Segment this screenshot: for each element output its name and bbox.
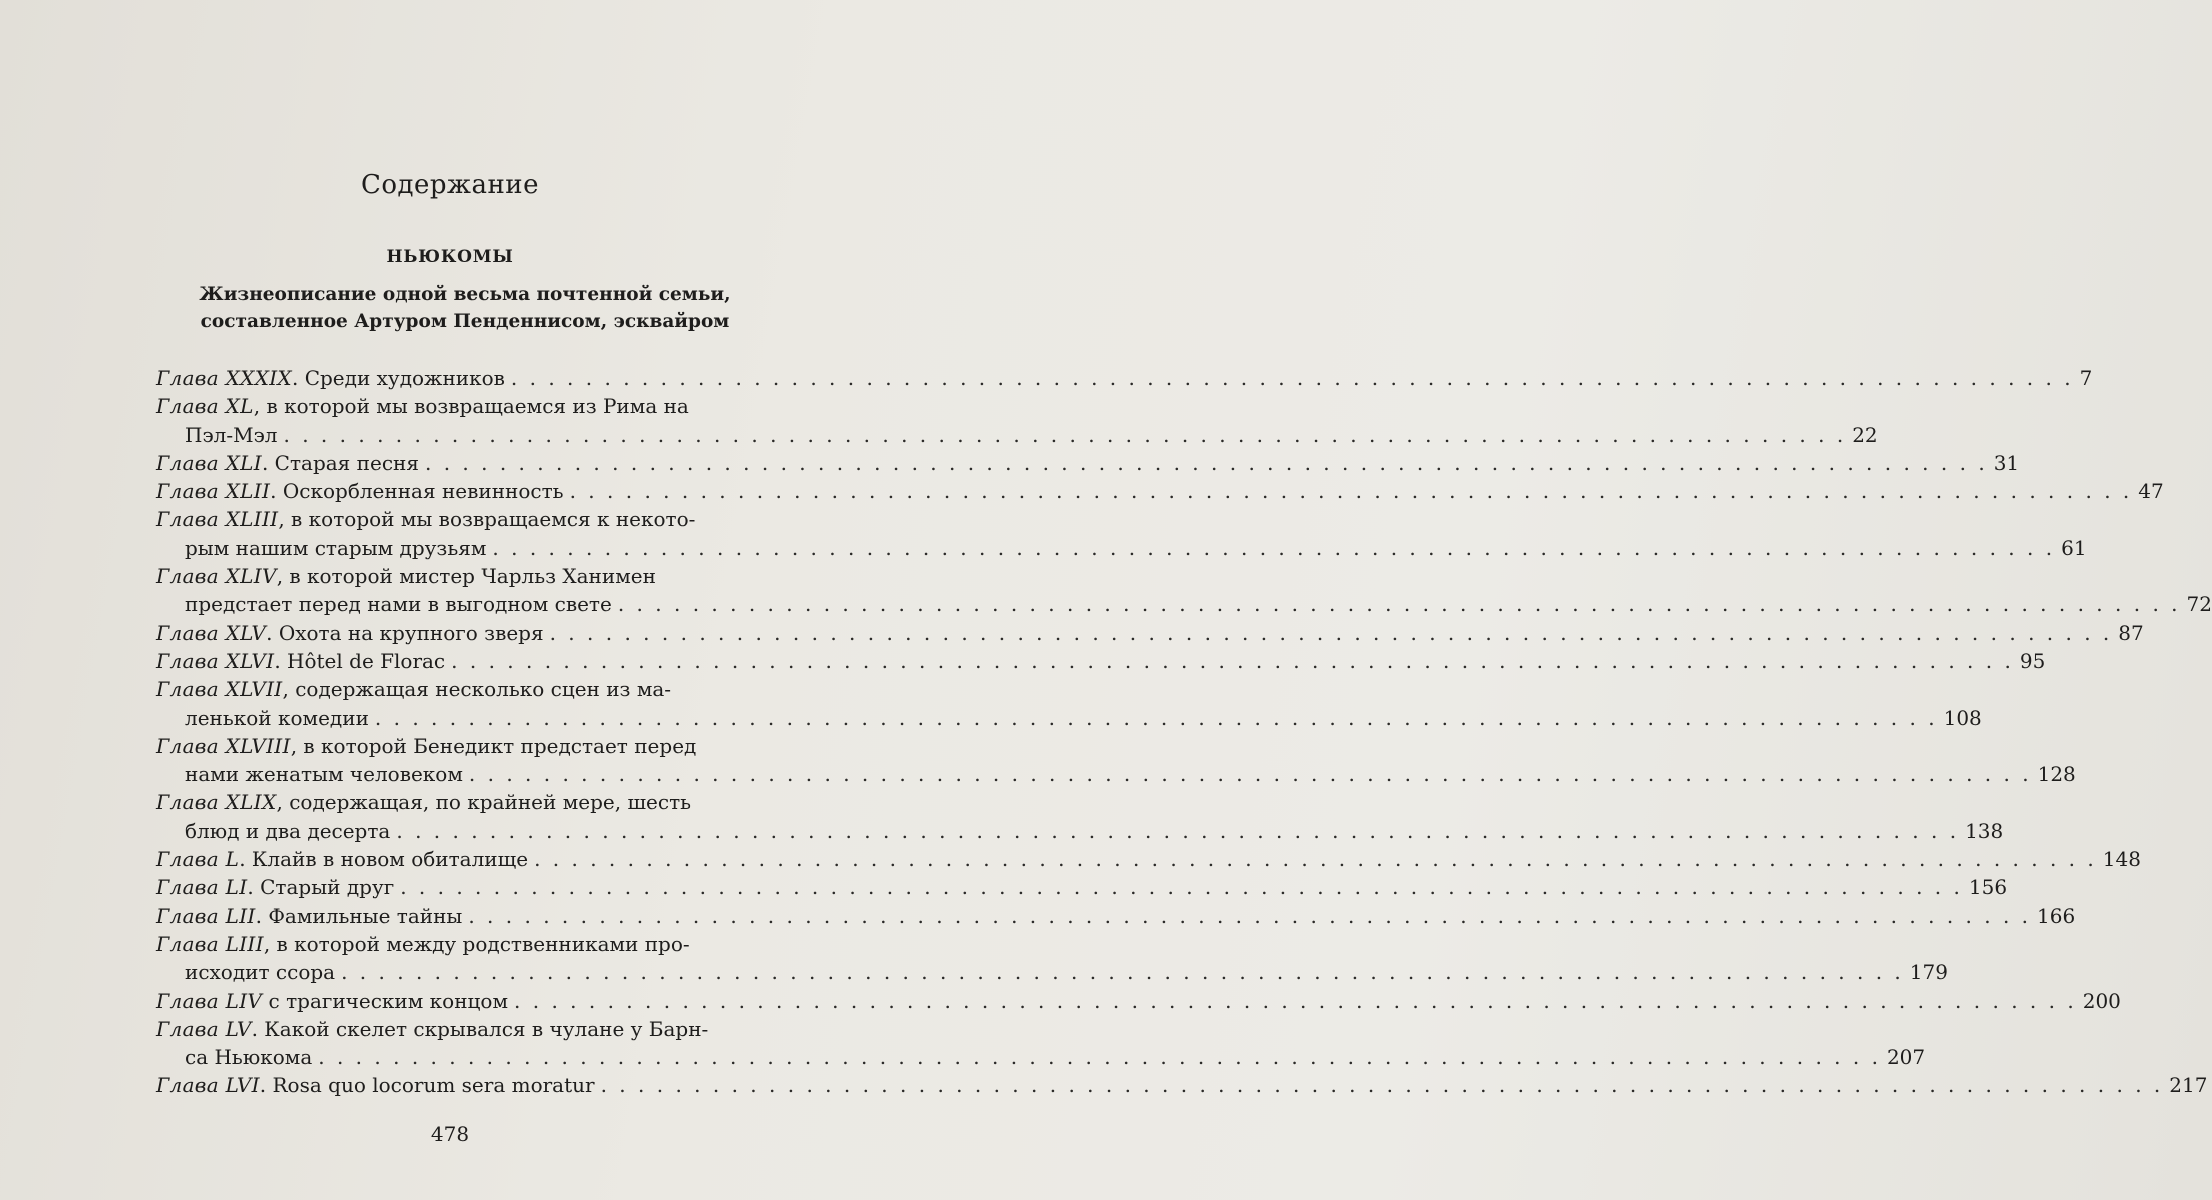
chapter-label: Глава XL <box>156 394 254 419</box>
chapter-label: Глава XLIX <box>156 790 277 815</box>
dot-leader <box>468 902 2031 930</box>
chapter-label: Глава XLIV <box>156 564 277 589</box>
dot-leader <box>514 987 2077 1015</box>
dot-leader <box>511 364 2074 392</box>
entry-page-number: 200 <box>2082 988 2121 1013</box>
chapter-title-continued: исходит ссора <box>185 960 336 985</box>
toc-entry <box>150 845 2141 873</box>
chapter-label: Глава XLVII <box>156 677 283 702</box>
toc-entry-line <box>150 1015 795 1043</box>
entry-page-number: 22 <box>1852 422 1878 447</box>
dot-leader <box>469 760 2032 788</box>
toc-entry-line <box>150 817 2004 845</box>
dot-leader <box>451 647 2014 675</box>
chapter-title: , в которой мы возвращаемся к некото- <box>278 507 696 532</box>
toc-entry-line <box>150 873 2008 901</box>
toc-entry <box>150 619 2144 647</box>
subtitle <box>170 281 760 335</box>
dot-leader <box>534 845 2097 873</box>
chapter-label: Глава LV <box>156 1016 252 1041</box>
chapter-label: Глава LVI <box>156 1073 260 1098</box>
page-number: 478 <box>430 1122 470 1146</box>
entry-page-number: 138 <box>1965 818 2004 843</box>
chapter-title: . Оскорбленная невинность <box>270 479 564 504</box>
toc-entry <box>150 505 2087 562</box>
toc-entry-line <box>150 364 2093 392</box>
chapter-label: Глава XLIII <box>156 507 279 532</box>
entry-page-number: 87 <box>2118 620 2144 645</box>
chapter-label: Глава XLI <box>156 450 262 475</box>
toc-entry-line <box>150 505 795 533</box>
toc-entry <box>150 873 2008 901</box>
dot-leader <box>341 958 1904 986</box>
chapter-title: , содержащая несколько сцен из ма- <box>282 677 672 702</box>
toc-entry <box>150 675 1982 732</box>
toc-entry <box>150 364 2093 392</box>
toc-entry-line <box>150 1071 2208 1099</box>
chapter-title-continued: блюд и два десерта <box>185 818 391 843</box>
entry-page-number: 61 <box>2061 535 2087 560</box>
dot-leader <box>318 1043 1881 1071</box>
toc-entry-line <box>150 845 2141 873</box>
dot-leader <box>375 704 1938 732</box>
chapter-label: Глава LIV <box>156 988 263 1013</box>
subtitle-line-1: Жизнеописание одной весьма почтенной семьи, <box>199 284 731 305</box>
entry-page-number: 72 <box>2186 592 2212 617</box>
toc-entry <box>150 562 2212 619</box>
toc-entry-line <box>150 958 1948 986</box>
toc-entry-line <box>150 675 795 703</box>
toc-entry-line <box>150 590 2212 618</box>
chapter-title: . Охота на крупного зверя <box>266 620 544 645</box>
toc-entry-line <box>150 732 795 760</box>
toc-entry-line <box>150 421 1878 449</box>
toc-entry <box>150 788 2004 845</box>
chapter-title: . Hôtel de Florac <box>274 648 446 673</box>
chapter-title: . Старая песня <box>261 450 419 475</box>
chapter-title: с трагическим концом <box>262 988 509 1013</box>
chapter-title-continued: Пэл-Мэл <box>185 422 278 447</box>
chapter-title: , содержащая, по крайней мере, шесть <box>276 790 692 815</box>
chapter-title-continued: са Ньюкома <box>185 1045 313 1070</box>
chapter-title: . Какой скелет скрывался в чулане у Барн- <box>251 1016 709 1041</box>
chapter-label: Глава LIII <box>156 931 264 956</box>
entry-page-number: 217 <box>2169 1073 2208 1098</box>
chapter-label: Глава LII <box>156 903 256 928</box>
dot-leader <box>601 1071 2164 1099</box>
entry-page-number: 166 <box>2037 903 2076 928</box>
chapter-title-continued: ленькой комедии <box>185 705 369 730</box>
toc-entry-line <box>150 902 2076 930</box>
chapter-label: Глава LI <box>156 875 248 900</box>
entry-page-number: 47 <box>2138 479 2164 504</box>
chapter-label: Глава XLVIII <box>156 733 291 758</box>
chapter-title: . Rosa quo locorum sera moratur <box>259 1073 595 1098</box>
toc-entry-line <box>150 449 2020 477</box>
chapter-title: , в которой между родственниками про- <box>263 931 690 956</box>
chapter-title: . Клайв в новом обиталище <box>239 847 529 872</box>
dot-leader <box>284 421 1847 449</box>
toc-entry-line <box>150 619 2144 647</box>
chapter-title: . Старый друг <box>247 875 395 900</box>
toc-entry <box>150 392 1878 449</box>
chapter-label: Глава L <box>156 847 240 872</box>
chapter-title: , в которой Бенедикт предстает перед <box>290 733 697 758</box>
dot-leader <box>570 477 2133 505</box>
toc-entry-line <box>150 704 1982 732</box>
toc-entry <box>150 902 2076 930</box>
toc-entry-line <box>150 760 2076 788</box>
toc-entry-line <box>150 930 795 958</box>
dot-leader <box>396 817 1959 845</box>
toc-entry-line <box>150 477 2164 505</box>
toc-entry <box>150 1015 1926 1072</box>
chapter-label: Глава XLVI <box>156 648 275 673</box>
entry-page-number: 7 <box>2079 366 2093 390</box>
chapter-title: , в которой мы возвращаемся из Рима на <box>253 394 689 419</box>
entry-page-number: 128 <box>2037 762 2076 787</box>
toc-entry <box>150 477 2164 505</box>
subtitle-line-2: составленное Артуром Пенденнисом, эсквайром <box>200 311 730 332</box>
entry-page-number: 31 <box>1993 450 2020 475</box>
entry-page-number: 148 <box>2102 847 2141 872</box>
chapter-title-continued: рым нашим старым друзьям <box>185 535 487 560</box>
chapter-title: . Фамильные тайны <box>255 903 463 928</box>
entry-page-number: 108 <box>1943 705 1982 730</box>
entry-page-number: 179 <box>1909 960 1948 985</box>
chapter-label: Глава XXXIX <box>156 366 292 390</box>
chapter-label: Глава XLII <box>156 479 271 504</box>
table-of-contents <box>150 364 2212 1100</box>
dot-leader <box>618 590 2181 618</box>
part-title: НЬЮКОМЫ <box>386 247 514 267</box>
chapter-title: , в которой мистер Чарльз Ханимен <box>276 564 656 589</box>
toc-entry <box>150 647 2046 675</box>
page-title: Содержание <box>360 170 540 200</box>
dot-leader <box>400 873 1963 901</box>
toc-entry-line <box>150 788 795 816</box>
toc-entry-line <box>150 392 795 420</box>
toc-entry-line <box>150 534 2087 562</box>
dot-leader <box>492 534 2055 562</box>
entry-page-number: 95 <box>2019 648 2046 673</box>
chapter-title: . Среди художников <box>291 366 505 390</box>
chapter-label: Глава XLV <box>156 620 267 645</box>
toc-entry-line <box>150 987 2121 1015</box>
entry-page-number: 156 <box>1968 875 2008 900</box>
toc-entry <box>150 449 2020 477</box>
entry-page-number: 207 <box>1886 1045 1926 1070</box>
toc-entry-line <box>150 1043 1926 1071</box>
toc-entry <box>150 987 2121 1015</box>
toc-entry-line <box>150 562 795 590</box>
toc-entry <box>150 930 1948 987</box>
toc-entry <box>150 732 2076 789</box>
dot-leader <box>425 449 1988 477</box>
toc-entry-line <box>150 647 2046 675</box>
dot-leader <box>550 619 2113 647</box>
toc-entry <box>150 1071 2208 1099</box>
chapter-title-continued: нами женатым человеком <box>185 762 463 787</box>
chapter-title-continued: предстает перед нами в выгодном свете <box>185 592 612 617</box>
